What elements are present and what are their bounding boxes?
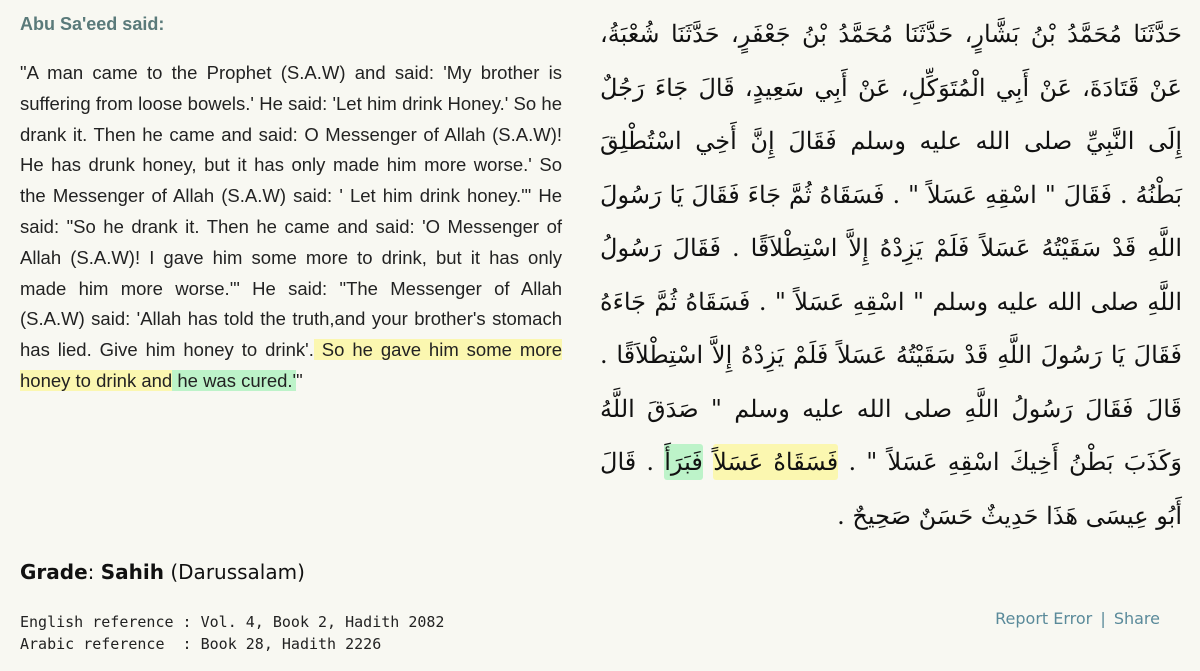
arabic-text-space: [703, 448, 713, 476]
english-reference-label: English reference: [20, 613, 174, 631]
actions-separator: |: [1100, 609, 1106, 628]
references: [20, 611, 444, 655]
grade-value: Sahih: [100, 560, 164, 584]
english-reference: [20, 611, 444, 633]
arabic-highlight-green: فَبَرَأَ: [664, 444, 703, 480]
english-hadith-text: [20, 58, 562, 397]
hadith-actions: [995, 609, 1160, 628]
arabic-text-end: ‏.‏ قَالَ أَبُو عِيسَى هَذَا حَدِيثٌ حَسَنٌ صَحِيحٌ ‏.‏: [600, 448, 1182, 530]
english-text-end: ": [296, 369, 303, 391]
arabic-highlight-yellow: فَسَقَاهُ عَسَلاً: [713, 444, 838, 480]
english-highlight-yellow: So he gave him some more honey to drink and: [20, 339, 563, 391]
english-reference-value: : Vol. 4, Book 2, Hadith 2082: [173, 613, 445, 631]
arabic-hadith-text: [600, 8, 1182, 543]
report-error-link[interactable]: Report Error: [995, 609, 1093, 628]
english-highlight-green: he was cured.': [172, 369, 297, 391]
grade-colon: :: [87, 560, 101, 584]
arabic-reference: [20, 633, 444, 655]
share-link[interactable]: Share: [1113, 609, 1160, 628]
grade-label: Grade: [20, 560, 88, 584]
arabic-text-main: حَدَّثَنَا مُحَمَّدُ بْنُ بَشَّارٍ، حَدَّثَنَا مُحَمَّدُ بْنُ جَعْفَرٍ، حَدَّثَنَا شُعْبَةُ، عَنْ قَتَادَةَ، عَنْ أَبِي الْمُتَوَكِّلِ، عَنْ أَبِي سَعِيدٍ، قَالَ جَاءَ رَجُلٌ إِلَى النَّبِيِّ صلى الله عليه وسلم فَقَالَ إِنَّ أَخِي اسْتُطْلِقَ بَطْنُهُ ‏.‏ فَقَالَ ‏"‏ اسْقِهِ عَسَلاً ‏"‏ ‏.‏ فَسَقَاهُ ثُمَّ جَاءَ فَقَالَ يَا رَسُولَ اللَّهِ قَدْ سَقَيْتُهُ عَسَلاً فَلَمْ يَزِدْهُ إِلاَّ اسْتِطْلاَقًا ‏.‏ فَقَالَ رَسُولُ اللَّهِ صلى الله عليه وسلم ‏"‏ اسْقِهِ عَسَلاً ‏"‏ ‏.‏ فَسَقَاهُ ثُمَّ جَاءَهُ فَقَالَ يَا رَسُولَ اللَّهِ قَدْ سَقَيْتُهُ عَسَلاً فَلَمْ يَزِدْهُ إِلاَّ اسْتِطْلاَقًا ‏.‏ قَالَ فَقَالَ رَسُولُ اللَّهِ صلى الله عليه وسلم ‏"‏ صَدَقَ اللَّهُ وَكَذَبَ بَطْنُ أَخِيكَ اسْقِهِ عَسَلاً ‏"‏ ‏.‏: [600, 20, 1183, 476]
narrator-heading: Abu Sa'eed said:: [20, 14, 165, 34]
arabic-reference-value: : Book 28, Hadith 2226: [173, 635, 382, 653]
english-text-main: "A man came to the Prophet (S.A.W) and said: 'My brother is suffering from loose bowels.' He said: 'Let him drink Honey.' So he drank it. Then he came and said: O Messenger of Allah (S.A.W)! He has drunk honey, but it has only made him more worse.' So the Messenger of Allah (S.A.W) said: ' Let him drink honey.'" He said: "So he drank it. Then he came and said: 'O Messenger of Allah (S.A.W)! I gave him some more to drink, but it has only made him more worse.'" He said: "The Messenger of Allah (S.A.W) said: 'Allah has told the truth,and your brother's stomach has lied. Give him honey to drink'.: [20, 62, 562, 361]
grade-source: (Darussalam): [164, 560, 305, 584]
arabic-reference-label: Arabic reference: [20, 635, 174, 653]
grade-line: [20, 560, 305, 584]
